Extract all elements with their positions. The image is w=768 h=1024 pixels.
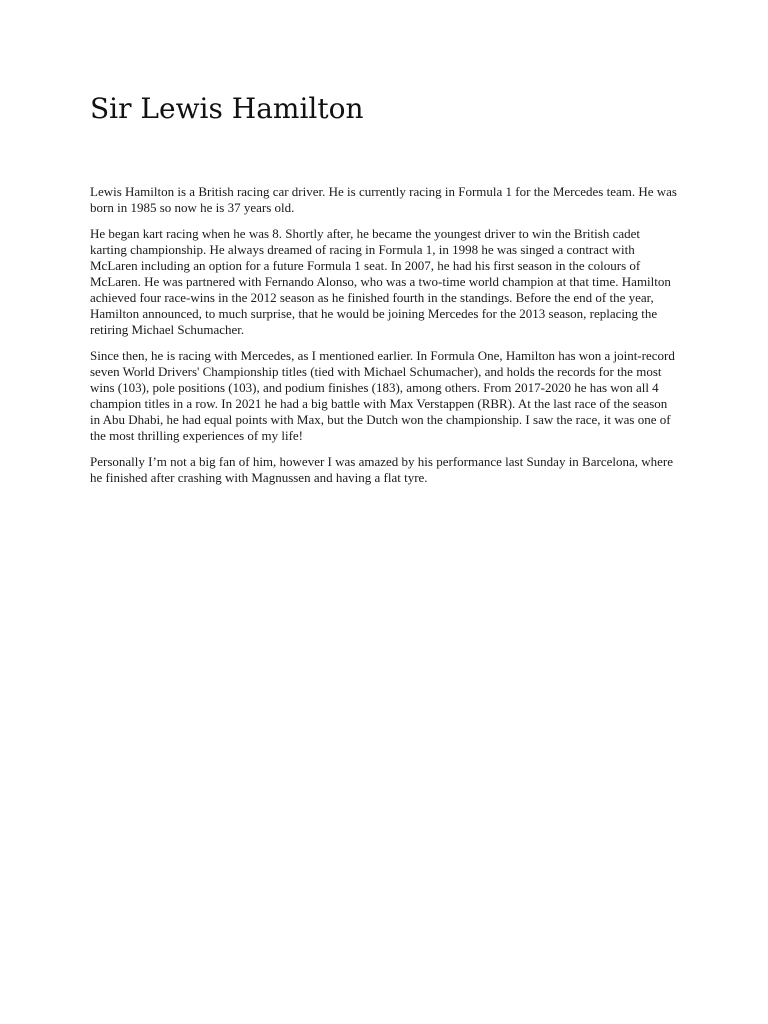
paragraph-early-career: He began kart racing when he was 8. Shortly after, he became the youngest driver to win the British cadet karting championship. He always dreamed of racing in Formula 1, in 1998 he was singed a contract with McLaren including an option for a future Formula 1 seat. In 2007, he had his first season in the colours of McLaren. He was partnered with Fernando Alonso, who was a two-time world champion at that time. Hamilton achieved four race-wins in the 2012 season as he finished fourth in the standings. Before the end of the year, Hamilton announced, to much surprise, that he would be joining Mercedes for the 2013 season, replacing the retiring Michael Schumacher. — [90, 226, 671, 337]
paragraph-intro: Lewis Hamilton is a British racing car driver. He is currently racing in Formula 1 for the Mercedes team. He was born in 1985 so now he is 37 years old. — [90, 184, 677, 215]
paragraph-personal-opinion: Personally I’m not a big fan of him, however I was amazed by his performance last Sunday in Barcelona, where he finished after crashing with Magnussen and having a flat tyre. — [90, 454, 674, 485]
document-title: Sir Lewis Hamilton — [90, 92, 364, 125]
paragraph-mercedes-career: Since then, he is racing with Mercedes, as I mentioned earlier. In Formula One, Hamilton has won a joint-record seven World Drivers' Championship titles (tied with Michael Schumacher), and holds the records for the most wins (103), pole positions (103), and podium finishes (183), among others. From 2017-2020 he has won all 4 champion titles in a row. In 2021 he had a big battle with Max Verstappen (RBR). At the last race of the season in Abu Dhabi, he had equal points with Max, but the Dutch won the championship. I saw the race, it was one of the most thrilling experiences of my life! — [90, 348, 675, 443]
document-body — [90, 184, 680, 496]
